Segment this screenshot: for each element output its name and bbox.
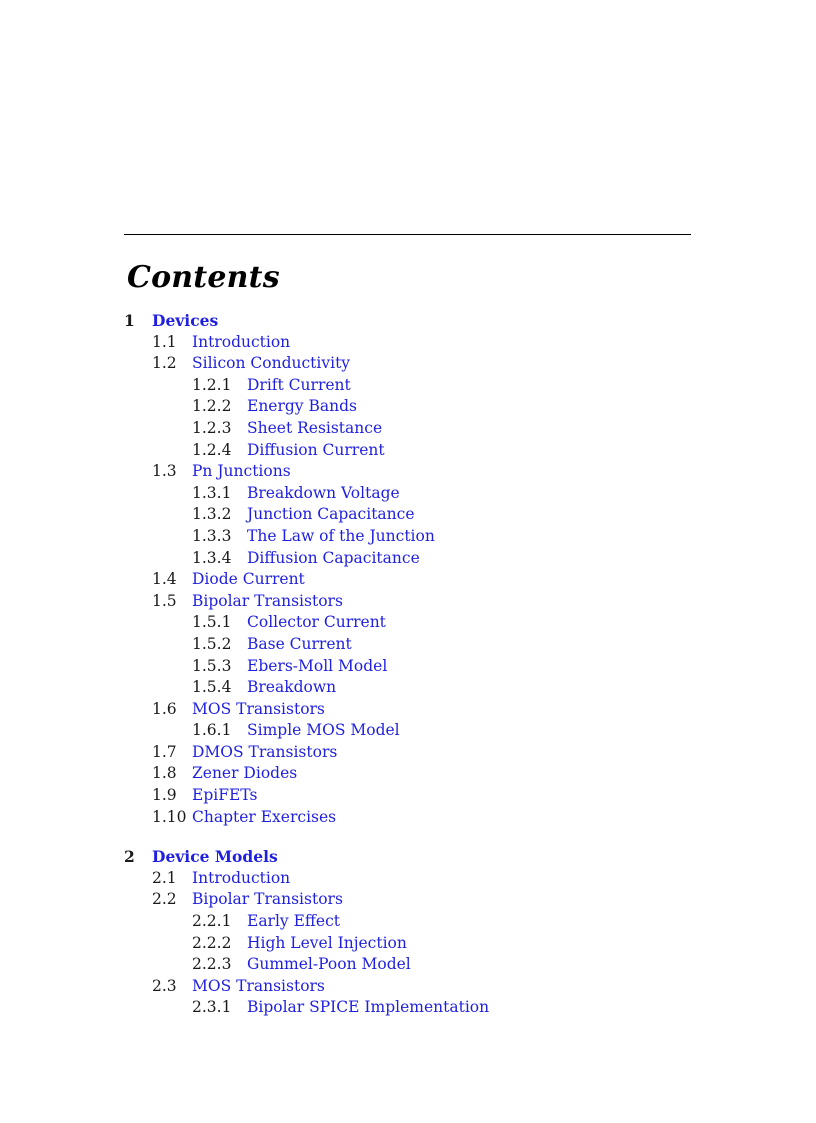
toc-entry-link[interactable]: Base Current — [247, 634, 352, 653]
toc-entry-link[interactable]: Breakdown Voltage — [247, 483, 400, 502]
toc-subsection-entry — [0, 504, 816, 526]
toc-subsection-entry — [0, 483, 816, 505]
toc-entry-number: 1.9 — [152, 786, 177, 805]
toc-entry-link[interactable]: Zener Diodes — [192, 764, 298, 783]
toc-subsection-entry — [0, 440, 816, 462]
toc-entry-number: 1.7 — [152, 742, 177, 761]
toc-entry-number: 2.3.1 — [192, 998, 232, 1017]
toc-subsection-entry — [0, 375, 816, 397]
toc-entry-number: 2.1 — [152, 868, 177, 887]
toc-entry-number: 1.10 — [152, 807, 187, 826]
toc-subsection-entry — [0, 933, 816, 955]
toc-entry-link[interactable]: Simple MOS Model — [247, 721, 400, 740]
toc-section-entry — [0, 889, 816, 911]
toc-entry-number: 1.5.2 — [192, 634, 232, 653]
toc-entry-number: 1.3.4 — [192, 548, 232, 567]
page-title: Contents — [127, 260, 280, 295]
chapter-gap — [0, 828, 816, 846]
toc-entry-number: 1.2 — [152, 354, 177, 373]
toc-section-entry — [0, 807, 816, 829]
toc-entry-link[interactable]: MOS Transistors — [192, 976, 325, 995]
toc-entry-link[interactable]: MOS Transistors — [192, 699, 325, 718]
toc-entry-link[interactable]: Diode Current — [192, 570, 305, 589]
toc-entry-link[interactable]: The Law of the Junction — [247, 526, 435, 545]
toc-entry-number: 2.2.2 — [192, 933, 232, 952]
toc-entry-link[interactable]: Diffusion Current — [247, 440, 385, 459]
toc-entry-link[interactable]: DMOS Transistors — [192, 742, 338, 761]
toc-entry-number: 1.3.1 — [192, 483, 232, 502]
toc-subsection-entry — [0, 526, 816, 548]
toc-subsection-entry — [0, 954, 816, 976]
toc-entry-number: 2.3 — [152, 976, 177, 995]
toc-entry-link[interactable]: Breakdown — [247, 678, 337, 697]
toc-section-entry — [0, 461, 816, 483]
toc-entry-link[interactable]: Chapter Exercises — [192, 807, 337, 826]
toc-subsection-entry — [0, 396, 816, 418]
toc-entry-link[interactable]: Bipolar Transistors — [192, 591, 343, 610]
toc-entry-number: 1.8 — [152, 764, 177, 783]
toc-section-entry — [0, 976, 816, 998]
toc-entry-link[interactable]: Pn Junctions — [192, 462, 291, 481]
toc-entry-link[interactable]: Sheet Resistance — [247, 418, 383, 437]
toc-entry-link[interactable]: Ebers-Moll Model — [247, 656, 388, 675]
toc-chapter — [0, 310, 816, 828]
toc-entry-number: 1.5.4 — [192, 678, 232, 697]
toc-subsection-entry — [0, 418, 816, 440]
toc-entry-number: 1.3.3 — [192, 526, 232, 545]
toc-entry-link[interactable]: Drift Current — [247, 375, 351, 394]
toc-entry-number: 1.4 — [152, 570, 177, 589]
toc-entry-number: 1.2.3 — [192, 418, 232, 437]
toc-entry-link[interactable]: Collector Current — [247, 613, 386, 632]
toc-subsection-entry — [0, 997, 816, 1019]
toc-entry-number: 1.3.2 — [192, 505, 232, 524]
toc-entry-link[interactable]: Bipolar Transistors — [192, 890, 343, 909]
toc-entry-link[interactable]: Junction Capacitance — [247, 505, 415, 524]
toc-entry-number: 1.6.1 — [192, 721, 232, 740]
toc-section-entry — [0, 699, 816, 721]
toc-entry-link[interactable]: Gummel-Poon Model — [247, 955, 411, 974]
toc-entry-number: 1.5.1 — [192, 613, 232, 632]
toc-entry-link[interactable]: Energy Bands — [247, 397, 357, 416]
toc-section-entry — [0, 763, 816, 785]
toc-section-entry — [0, 591, 816, 613]
toc-entry-number: 1.5.3 — [192, 656, 232, 675]
toc-subsection-entry — [0, 720, 816, 742]
toc-entry-number: 1.5 — [152, 591, 177, 610]
toc-entry-number: 1.2.4 — [192, 440, 232, 459]
toc-entry-number: 2.2.1 — [192, 912, 232, 931]
toc-entry-link[interactable]: Bipolar SPICE Implementation — [247, 998, 490, 1017]
toc-entry-link[interactable]: EpiFETs — [192, 786, 258, 805]
toc-entry-link[interactable]: Silicon Conductivity — [192, 354, 351, 373]
toc-entry-link[interactable]: Device Models — [152, 847, 278, 867]
toc-entry-link[interactable]: Diffusion Capacitance — [247, 548, 420, 567]
toc-entry-number: 1.2.1 — [192, 375, 232, 394]
toc-subsection-entry — [0, 634, 816, 656]
toc-entry-link[interactable]: Early Effect — [247, 912, 341, 931]
toc-entry-number: 1.1 — [152, 332, 177, 351]
toc-entry-number: 2.2 — [152, 890, 177, 909]
toc-subsection-entry — [0, 548, 816, 570]
toc-section-entry — [0, 332, 816, 354]
toc-entry-link[interactable]: Devices — [152, 311, 219, 330]
toc-section-entry — [0, 569, 816, 591]
toc-chapter-entry — [0, 310, 816, 332]
toc-entry-number: 2.2.3 — [192, 955, 232, 974]
toc-chapter — [0, 846, 816, 1019]
toc-section-entry — [0, 785, 816, 807]
top-rule — [124, 234, 691, 235]
toc-subsection-entry — [0, 656, 816, 678]
toc-entry-number: 1.6 — [152, 699, 177, 718]
toc-entry-number: 1.3 — [152, 462, 177, 481]
toc-entry-link[interactable]: Introduction — [192, 332, 291, 351]
toc-entry-number: 1.2.2 — [192, 397, 232, 416]
toc-entry-link[interactable]: High Level Injection — [247, 933, 407, 952]
table-of-contents — [0, 310, 816, 1019]
toc-entry-number: 2 — [124, 847, 135, 867]
toc-subsection-entry — [0, 911, 816, 933]
toc-subsection-entry — [0, 677, 816, 699]
toc-entry-link[interactable]: Introduction — [192, 868, 291, 887]
toc-subsection-entry — [0, 612, 816, 634]
toc-section-entry — [0, 868, 816, 890]
toc-section-entry — [0, 353, 816, 375]
toc-entry-number: 1 — [124, 311, 135, 330]
toc-section-entry — [0, 742, 816, 764]
toc-chapter-entry — [0, 846, 816, 868]
